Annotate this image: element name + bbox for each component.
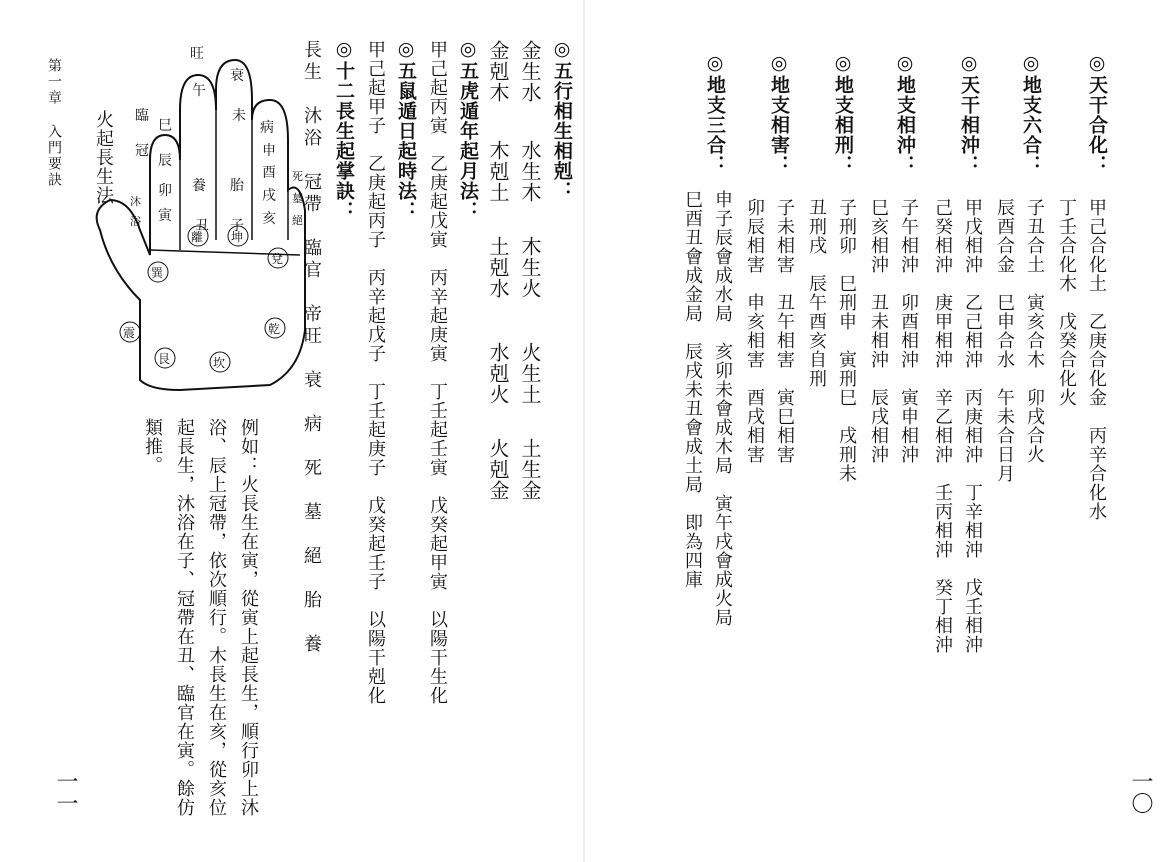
twelve-stages: 長生 沐浴 冠帶 臨官 帝旺 衰 病 死 墓 絕 胎 養 [301, 40, 322, 656]
twelve-title: ◎十二長生起掌訣： [333, 38, 355, 221]
svg-text:養: 養 [192, 178, 206, 194]
svg-text:浴: 浴 [130, 215, 141, 228]
heavenly-clash-title: ◎天干相沖： [958, 52, 980, 175]
svg-text:未: 未 [232, 108, 246, 124]
six-combine-line1: 子丑合土 寅亥合木 卯戌合火 [1024, 198, 1045, 464]
generate-a: 金生水 [518, 40, 542, 103]
tiger-title: ◎五虎遁年起月法： [457, 38, 479, 221]
heavenly-combine-line1: 甲己合化土 乙庚合化金 丙辛合化水 [1086, 198, 1107, 521]
svg-text:冠: 冠 [135, 143, 149, 159]
svg-text:亥: 亥 [262, 211, 276, 227]
earthly-clash-line1: 子午相沖 卯酉相沖 寅申相沖 [898, 198, 919, 464]
palm-diagram [80, 40, 310, 400]
svg-text:胎: 胎 [230, 178, 244, 194]
heavenly-combine-title: ◎天干合化： [1086, 52, 1108, 175]
svg-text:申: 申 [262, 143, 276, 159]
svg-text:子: 子 [230, 218, 244, 234]
overcome-b: 木剋土 [486, 140, 510, 203]
generate-e: 土生金 [518, 438, 542, 501]
rat-title: ◎五鼠遁日起時法： [395, 38, 417, 221]
label-wang: 旺 [190, 46, 204, 62]
overcome-e: 火剋金 [486, 438, 510, 501]
example-line4: 類推。 [142, 418, 163, 475]
overcome-d: 水剋火 [486, 342, 510, 405]
six-combine-line2: 辰酉合金 巳申合水 午未合日月 [994, 198, 1015, 483]
rat-line: 甲己起甲子 乙庚起丙子 丙辛起戊子 丁壬起庚子 戊癸起壬子 以陽干剋化 [365, 40, 386, 705]
svg-text:卯: 卯 [158, 183, 172, 199]
three-combine-line1: 申子辰會成水局 亥卯未會成木局 寅午戌會成火局 [712, 190, 733, 627]
svg-text:午: 午 [192, 83, 206, 99]
harm-line1: 子未相害 丑午相害 寅巳相害 [774, 198, 795, 464]
heavenly-clash-line2: 己癸相沖 庚甲相沖 辛乙相沖 壬丙相沖 癸丁相沖 [932, 198, 953, 654]
svg-text:巳: 巳 [158, 118, 172, 134]
svg-text:寅: 寅 [158, 208, 172, 224]
svg-text:沐: 沐 [130, 195, 141, 208]
running-head: 第一章 入門要訣 [46, 58, 62, 188]
right-page-number: 一〇 [1128, 770, 1153, 814]
svg-text:乾: 乾 [268, 322, 281, 336]
tiger-line: 甲己起丙寅 乙庚起戊寅 丙辛起庚寅 丁壬起壬寅 戊癸起甲寅 以陽干生化 [427, 40, 448, 705]
left-page-number: 一一 [53, 770, 78, 814]
heavenly-clash-line1: 甲戊相沖 乙己相沖 丙庚相沖 丁辛相沖 戊壬相沖 [962, 198, 983, 654]
svg-text:辰: 辰 [158, 153, 172, 169]
example-line2: 浴、辰上冠帶，依次順行。木長生在亥，從亥位 [206, 418, 227, 817]
six-combine-title: ◎地支六合： [1020, 52, 1042, 175]
harm-line2: 卯辰相害 申亥相害 酉戌相害 [744, 198, 765, 464]
svg-text:病: 病 [260, 120, 274, 136]
svg-text:絕: 絕 [292, 214, 303, 227]
generate-c: 木生火 [518, 236, 542, 299]
svg-text:墓: 墓 [292, 192, 303, 205]
svg-text:丑: 丑 [195, 218, 209, 234]
svg-text:坤: 坤 [231, 230, 244, 244]
svg-text:離: 離 [191, 230, 204, 244]
harm-title: ◎地支相害： [768, 52, 790, 175]
svg-text:震: 震 [123, 326, 136, 340]
generate-b: 水生木 [518, 140, 542, 203]
svg-text:兌: 兌 [271, 252, 284, 266]
overcome-a: 金剋木 [486, 40, 510, 103]
example-line3: 起長生，沐浴在子、冠帶在丑、臨官在寅。餘仿 [174, 418, 195, 817]
example-line1: 例如：火長生在寅，從寅上起長生，順行卯上沐 [238, 418, 259, 817]
svg-text:臨: 臨 [135, 108, 149, 124]
three-combine-title: ◎地支三合： [704, 52, 726, 175]
punish-line1: 子刑卯 巳刑申 寅刑巳 戌刑未 [836, 198, 857, 483]
punish-title: ◎地支相刑： [832, 52, 854, 175]
left-page [0, 0, 584, 862]
right-page [585, 0, 1169, 862]
svg-text:衰: 衰 [230, 68, 244, 84]
five-elements-title: ◎五行相生相剋： [551, 38, 573, 201]
three-combine-line2: 巳酉丑會成金局 辰戌未丑會成土局 即為四庫 [682, 190, 703, 589]
svg-text:坎: 坎 [213, 356, 226, 370]
earthly-clash-title: ◎地支相沖： [894, 52, 916, 175]
svg-text:酉: 酉 [262, 165, 276, 181]
svg-text:巽: 巽 [151, 266, 164, 280]
svg-text:戌: 戌 [262, 188, 276, 204]
generate-d: 火生土 [518, 342, 542, 405]
svg-text:死: 死 [292, 170, 303, 183]
svg-text:艮: 艮 [158, 352, 171, 366]
punish-line2: 丑刑戌 辰午酉亥自刑 [806, 198, 827, 388]
earthly-clash-line2: 巳亥相沖 丑未相沖 辰戌相沖 [868, 198, 889, 464]
heavenly-combine-line2: 丁壬合化木 戊癸合化火 [1056, 198, 1077, 407]
overcome-c: 土剋水 [486, 236, 510, 299]
hand-caption: 火起長生法 [93, 110, 114, 205]
